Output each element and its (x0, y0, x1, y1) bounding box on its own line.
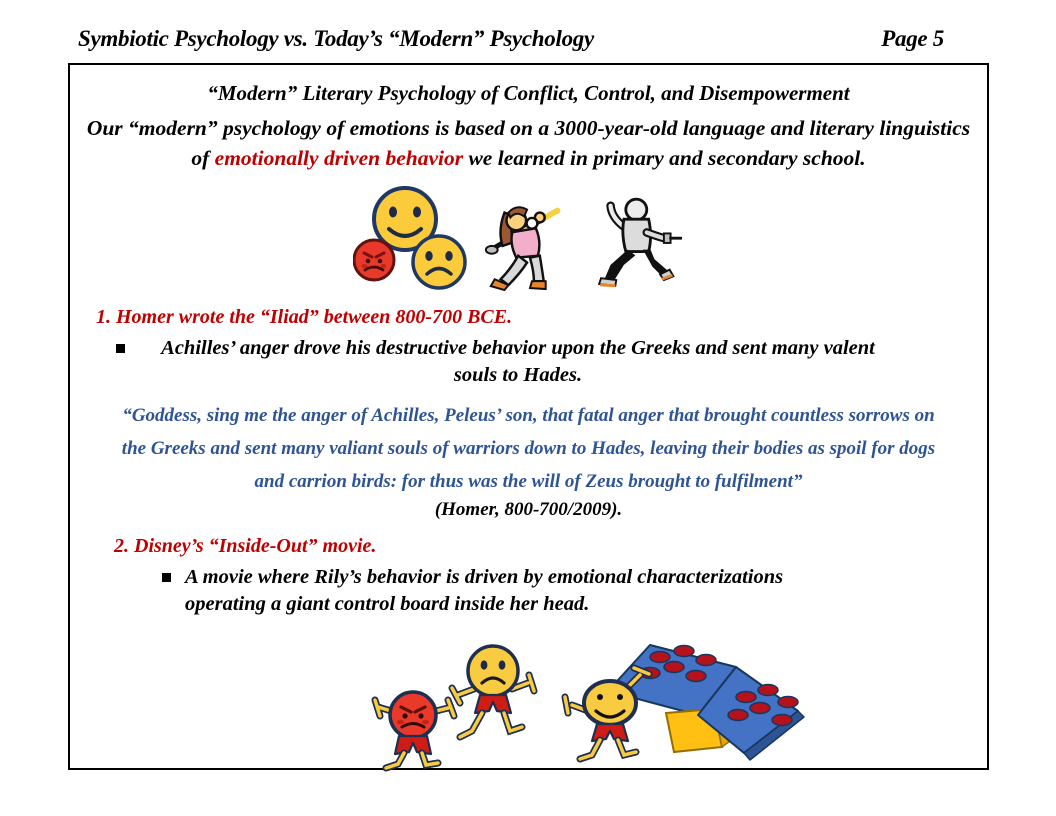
homer-quote: “Goddess, sing me the anger of Achilles, Peleus’ son, that fatal anger that brought countless sorrows on the Greeks and sent many valiant souls of warriors down to Hades, leaving their bodies as spoil for dogs and carrion birds: for thus was the will of Zeus brought to fulfilment” (121, 405, 936, 493)
joy-character-icon (565, 668, 649, 759)
content-box (68, 63, 989, 770)
page-number: Page 5 (881, 26, 944, 51)
intro-highlight: emotionally driven behavior (214, 145, 464, 170)
intro-part2: we learned in primary and secondary school. (463, 145, 866, 170)
box-heading: “Modern” Literary Psychology of Conflict, Control, and Disempowerment (207, 81, 850, 105)
section1-heading: 1. Homer wrote the “Iliad” between 800-700 BCE. (96, 306, 513, 328)
face-cluster (353, 183, 478, 291)
section1-bullet (116, 335, 897, 390)
woman-golfing-icon (484, 191, 576, 291)
square-bullet-icon (162, 573, 171, 582)
anger-character-icon (375, 692, 454, 768)
intro-part1: Our “modern” psychology of emotions is based on a 3000-year-old language and literary linguistics of (86, 116, 971, 170)
fencer-icon (582, 193, 682, 291)
section2-bullet-text: A movie where Rily’s behavior is driven by emotional characterizations operating a giant control board inside her head. (185, 566, 784, 616)
section1-bullet-text: Achilles’ anger drove his destructive behavior upon the Greeks and sent many valent souls to Hades. (161, 337, 875, 387)
square-bullet-icon (116, 344, 125, 353)
emoji-illustration-row (353, 183, 682, 291)
inside-out-illustration (368, 627, 818, 777)
document-title: Symbiotic Psychology vs. Today’s “Modern” Psychology (78, 26, 594, 51)
quote-citation: (Homer, 800-700/2009). (434, 499, 623, 520)
section2-bullet (162, 564, 902, 619)
angry-face-icon (354, 240, 394, 280)
section2-heading: 2. Disney’s “Inside-Out” movie. (114, 535, 377, 557)
intro-paragraph (78, 114, 979, 173)
frowning-face-icon (413, 236, 465, 288)
worry-character-icon (452, 646, 534, 737)
page-header (78, 26, 944, 52)
